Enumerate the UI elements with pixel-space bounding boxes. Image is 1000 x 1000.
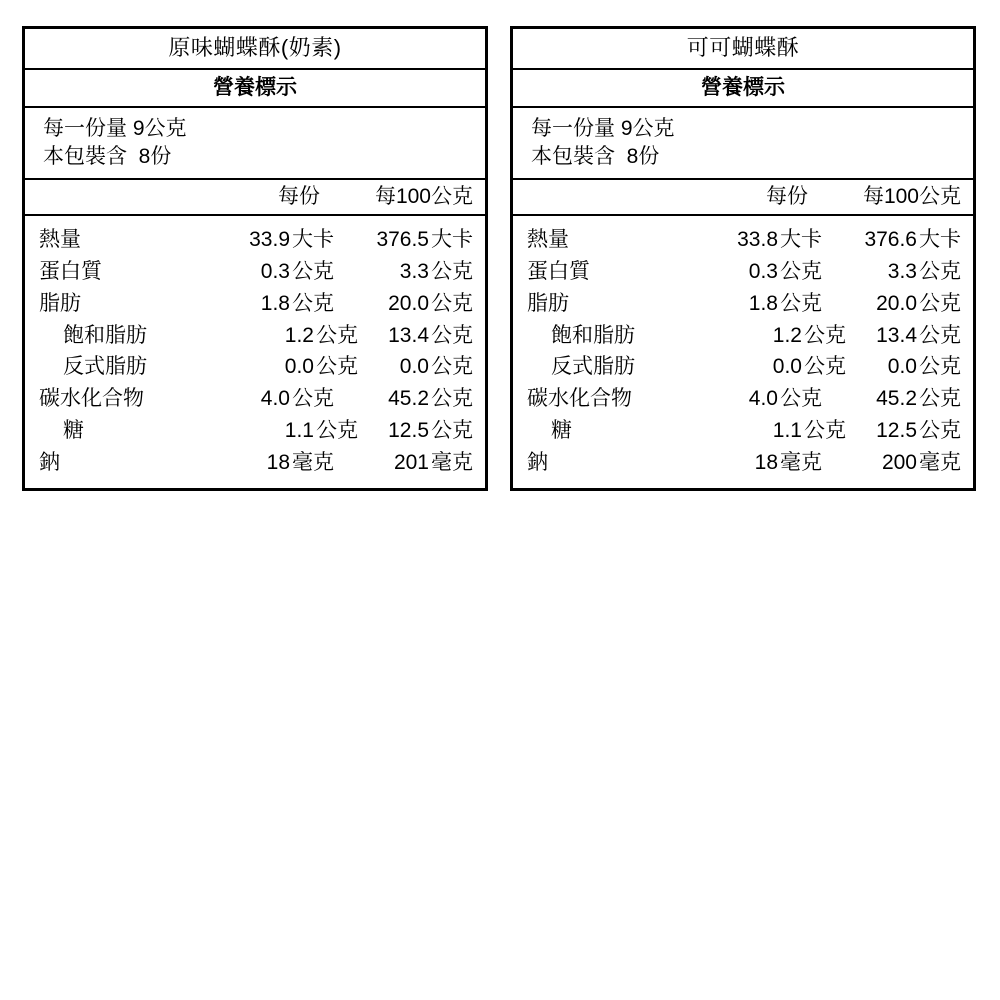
servings-per-package: 本包裝含 8份 — [531, 144, 660, 168]
column-header-nutrient — [513, 186, 673, 207]
nutrient-name: 反式脂肪 — [551, 355, 635, 379]
nutrient-name: 鈉 — [39, 451, 60, 475]
nutrition-panel-original — [22, 26, 488, 491]
nutrient-per-serving: 1.1公克 — [772, 419, 846, 443]
nutrient-name: 蛋白質 — [39, 259, 102, 283]
nutrition-panel-cocoa — [510, 26, 976, 491]
servings-per-package: 本包裝含 8份 — [43, 144, 172, 168]
nutrient-per-serving: 33.9大卡 — [249, 227, 334, 251]
table-row — [513, 351, 973, 383]
nutrient-per-100g: 12.5公克 — [388, 419, 473, 443]
column-header-per-serving: 每份 — [278, 184, 320, 208]
serving-info — [25, 108, 485, 180]
nutrient-per-100g: 13.4公克 — [876, 323, 961, 347]
table-row — [25, 224, 485, 256]
table-row — [513, 447, 973, 479]
table-row — [25, 320, 485, 352]
nutrient-name: 糖 — [551, 419, 572, 443]
nutrient-per-100g: 376.5大卡 — [376, 227, 473, 251]
nutrient-per-serving: 0.0公克 — [772, 355, 846, 379]
product-title: 可可蝴蝶酥 — [513, 29, 973, 70]
column-header-row — [513, 180, 973, 216]
table-row — [25, 288, 485, 320]
nutrient-per-100g: 376.6大卡 — [864, 227, 961, 251]
nutrient-per-serving: 18毫克 — [754, 451, 822, 475]
nutrient-name: 熱量 — [39, 227, 81, 251]
table-row — [25, 447, 485, 479]
nutrient-per-serving: 0.3公克 — [748, 259, 822, 283]
nutrient-per-serving: 0.3公克 — [260, 259, 334, 283]
nutrition-facts-heading: 營養標示 — [513, 70, 973, 108]
product-title: 原味蝴蝶酥(奶素) — [25, 29, 485, 70]
nutrient-name: 糖 — [63, 419, 84, 443]
nutrient-per-serving: 1.8公克 — [748, 291, 822, 315]
nutrient-name: 飽和脂肪 — [63, 323, 147, 347]
nutrient-name: 蛋白質 — [527, 259, 590, 283]
nutrient-per-serving: 33.8大卡 — [737, 227, 822, 251]
nutrient-per-100g: 0.0公克 — [399, 355, 473, 379]
column-header-per-100g: 每100公克 — [862, 184, 961, 208]
nutrient-per-100g: 201毫克 — [393, 451, 473, 475]
table-row — [513, 256, 973, 288]
nutrient-name: 熱量 — [527, 227, 569, 251]
column-header-row — [25, 180, 485, 216]
nutrient-rows — [25, 216, 485, 488]
nutrient-per-100g: 12.5公克 — [876, 419, 961, 443]
nutrient-per-serving: 18毫克 — [266, 451, 334, 475]
nutrient-per-100g: 13.4公克 — [388, 323, 473, 347]
nutrient-per-serving: 4.0公克 — [748, 387, 822, 411]
nutrient-per-100g: 0.0公克 — [887, 355, 961, 379]
column-header-per-100g: 每100公克 — [374, 184, 473, 208]
nutrient-per-serving: 0.0公克 — [284, 355, 358, 379]
nutrition-facts-heading: 營養標示 — [25, 70, 485, 108]
table-row — [25, 351, 485, 383]
table-row — [513, 288, 973, 320]
table-row — [25, 383, 485, 415]
table-row — [25, 256, 485, 288]
nutrient-per-serving: 4.0公克 — [260, 387, 334, 411]
nutrient-per-100g: 3.3公克 — [399, 259, 473, 283]
nutrient-name: 反式脂肪 — [63, 355, 147, 379]
serving-size: 每一份量 9公克 — [531, 117, 675, 140]
nutrient-per-100g: 45.2公克 — [388, 387, 473, 411]
nutrient-name: 鈉 — [527, 451, 548, 475]
nutrient-name: 脂肪 — [39, 291, 81, 315]
nutrient-rows — [513, 216, 973, 488]
table-row — [513, 224, 973, 256]
nutrition-panels-container — [22, 26, 976, 491]
serving-size: 每一份量 9公克 — [43, 117, 187, 140]
nutrient-per-100g: 3.3公克 — [887, 259, 961, 283]
nutrient-per-serving: 1.8公克 — [260, 291, 334, 315]
table-row — [25, 415, 485, 447]
nutrient-per-serving: 1.2公克 — [284, 323, 358, 347]
nutrient-name: 碳水化合物 — [527, 387, 632, 411]
column-header-nutrient — [25, 186, 185, 207]
table-row — [513, 320, 973, 352]
nutrient-per-100g: 20.0公克 — [876, 291, 961, 315]
table-row — [513, 415, 973, 447]
nutrient-name: 脂肪 — [527, 291, 569, 315]
nutrient-per-100g: 45.2公克 — [876, 387, 961, 411]
serving-info — [513, 108, 973, 180]
table-row — [513, 383, 973, 415]
nutrient-per-serving: 1.2公克 — [772, 323, 846, 347]
nutrient-name: 碳水化合物 — [39, 387, 144, 411]
nutrient-per-serving: 1.1公克 — [284, 419, 358, 443]
nutrient-per-100g: 200毫克 — [881, 451, 961, 475]
column-header-per-serving: 每份 — [766, 184, 808, 208]
nutrient-name: 飽和脂肪 — [551, 323, 635, 347]
nutrient-per-100g: 20.0公克 — [388, 291, 473, 315]
